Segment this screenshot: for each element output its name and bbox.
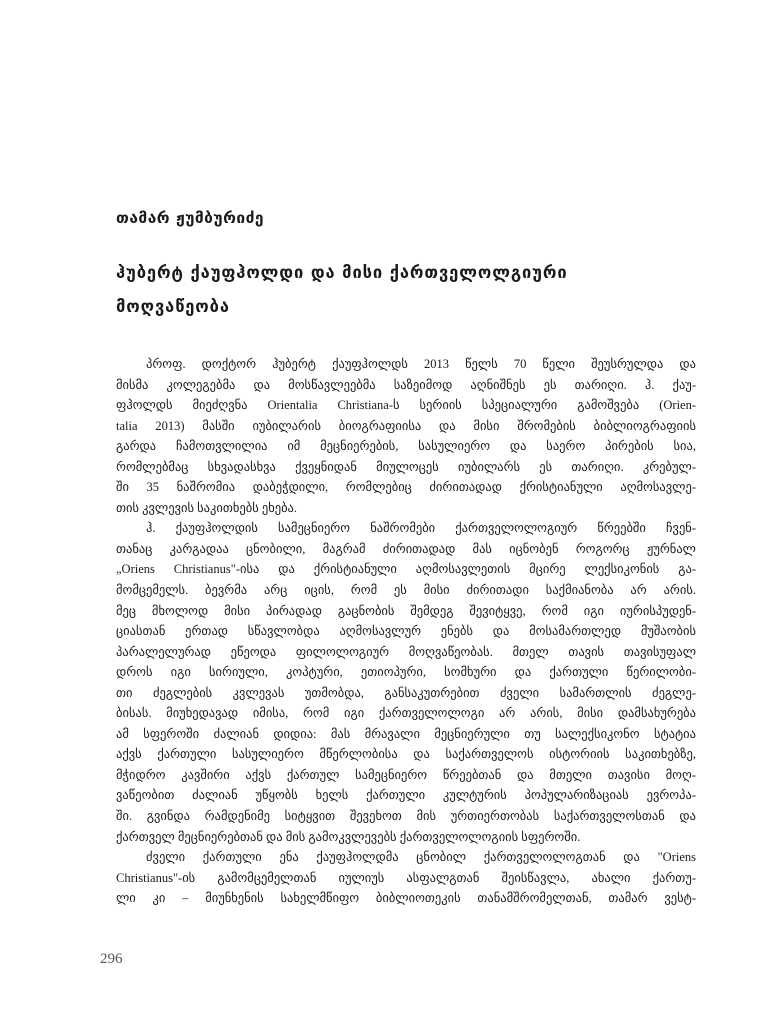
paragraph-line: ში 35 ნაშრომია დაბეჭდილი, რომლებიც ძირითადად ქრისტიანული აღმოსავლე- xyxy=(116,480,696,495)
paragraph-line: „Oriens Christianus"-ისა და ქრისტიანული აღმოსავლეთის მცირე ლექსიკონის გა- xyxy=(116,562,696,577)
paragraph-line: ფჰოლდს მიეძღვნა Orientalia Christiana-ს სერიის სპეციალური გამოშვება (Orien- xyxy=(116,398,696,413)
paragraph-line: აქვს ქართული სასულიერო მწერლობისა და საქართველოს ისტორიის საკითხებზე, xyxy=(116,747,696,762)
paragraph-line: თი ძეგლების კვლევას უთმობდა, განსაკუთრებით ძველი სამართლის ძეგლე- xyxy=(116,685,696,700)
paragraph-line: ქართველ მეცნიერებთან და მის გამოკვლევებს ქართველოლოგიის სფეროში. xyxy=(116,829,581,844)
article-title xyxy=(116,256,696,324)
paragraph-line: ბისას. მიუხედავად იმისა, რომ იგი ქართველოლოგი არ არის, მისი დამსახურება xyxy=(116,706,696,721)
paragraph-line: მომცემელს. ბევრმა არც იცის, რომ ეს მისი ძირითადი საქმიანობა არ არის. xyxy=(116,583,696,598)
paragraph-line: ამ სფეროში ძალიან დიდია: მას მრავალი მეცნიერული თუ სალექსიკონო სტატია xyxy=(116,726,696,741)
paragraph-line: თის კვლევის საკითხებს ეხება. xyxy=(116,500,298,515)
paragraph-line: talia 2013) მასში იუბილარის ბიოგრაფიისა და მისი შრომების ბიბლიოგრაფიის xyxy=(116,418,696,433)
title-line: ჰუბერტ ქაუფჰოლდი და მისი ქართველოლგიური xyxy=(116,263,568,282)
paragraph-line: დროს იგი სირიული, კოპტური, ეთიოპური, სომხური და ქართული წერილობი- xyxy=(116,665,696,680)
article-body xyxy=(116,354,696,909)
paragraph-line: პროფ. დოქტორ ჰუბერტ ქაუფჰოლდს 2013 წელს 70 წელი შეუსრულდა და xyxy=(146,357,696,371)
page-number: 296 xyxy=(100,951,123,967)
paragraph-line: ში. გვინდა რამდენიმე სიტყვით შევეხოთ მის ურთიერთობას საქართველოსთან და xyxy=(116,809,696,824)
paragraph-line: ლი კი – მიუნხენის სახელმწიფო ბიბლიოთეკის თანამშრომელთან, თამარ ვესტ- xyxy=(116,891,696,906)
paragraph-line: ჰ. ქაუფჰოლდის სამეცნიერო ნაშრომები ქართველოლოგიურ წრეებში ჩვენ- xyxy=(146,521,696,536)
paragraph-line: გარდა ჩამოთვლილია იმ მეცნიერების, სასულიერო და საერო პირების სია, xyxy=(116,439,696,454)
paragraph-line: ძველი ქართული ენა ქაუფჰოლდმა ცნობილ ქართველოლოგთან და "Oriens xyxy=(146,850,696,865)
author-name: თამარ ჟუმბურიძე xyxy=(116,209,264,227)
paragraph-line: მეც მხოლოდ მისი პირადად გაცნობის შემდეგ შევიტყვე, რომ იგი იურისპუდენ- xyxy=(116,603,696,618)
paragraph-line: თანაც კარგადაა ცნობილი, მაგრამ ძირითადად მას იცნობენ როგორც ჟურნალ xyxy=(116,541,696,556)
paragraph-line: რომლებმაც სხვადასხვა ქვეყნიდან მიულოცეს იუბილარს ეს თარიღი. კრებულ- xyxy=(116,459,696,474)
paragraph-line: მჭიდრო კავშირი აქვს ქართულ სამეცნიერო წრეებთან და მთელი თავისი მოღ- xyxy=(116,767,696,782)
paragraph-line: ციასთან ერთად სწავლობდა აღმოსავლურ ენებს და მოსამართლედ მუშაობის xyxy=(116,624,696,639)
paragraph-line: პარალელურად ეწეოდა ფილოლოგიურ მოღვაწეობას. მთელ თავის თავისუფალ xyxy=(116,644,696,659)
paragraph-line: Christianus"-ის გამომცემელთან იულიუს ასფალგთან შეისწავლა, ახალი ქართუ- xyxy=(116,870,696,885)
paragraph-line: მისმა კოლეგებმა და მოსწავლეებმა საზეიმოდ აღნიშნეს ეს თარიღი. ჰ. ქაუ- xyxy=(116,377,696,392)
title-line: მოღვაწეობა xyxy=(116,297,230,316)
paragraph-line: ვაწეობით ძალიან უწყობს ხელს ქართული კულტურის პოპულარიზაციას ევროპა- xyxy=(116,788,696,803)
